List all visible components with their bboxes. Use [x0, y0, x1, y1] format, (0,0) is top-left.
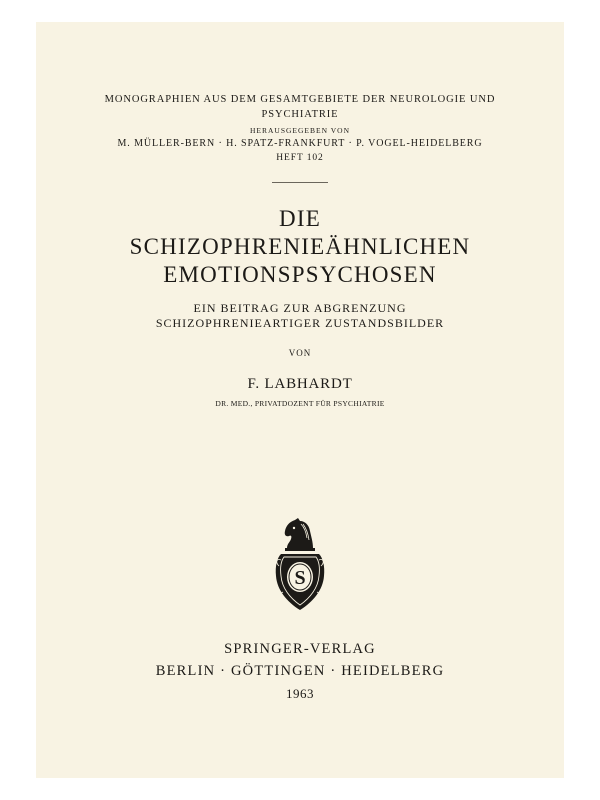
publisher-name: SPRINGER-VERLAG — [224, 641, 376, 657]
series-title-line-2: PSYCHIATRIE — [261, 109, 339, 120]
springer-chess-knight-logo-icon — [273, 518, 327, 612]
publication-year: 1963 — [286, 686, 314, 701]
editors-names: M. MÜLLER-BERN · H. SPATZ-FRANKFURT · P. VOGEL-HEIDELBERG — [117, 138, 483, 149]
subtitle-line-2: SCHIZOPHRENIEARTIGER ZUSTANDSBILDER — [155, 316, 445, 330]
editors-label: HERAUSGEGEBEN VON — [250, 126, 350, 135]
series-issue: HEFT 102 — [276, 153, 324, 163]
title-page — [36, 22, 564, 778]
emblem-letter: S — [294, 567, 306, 589]
publisher-cities: BERLIN · GÖTTINGEN · HEIDELBERG — [155, 663, 445, 679]
book-title-line-1: DIE — [279, 206, 321, 231]
author-credential: DR. MED., PRIVATDOZENT FÜR PSYCHIATRIE — [215, 399, 385, 408]
author-name: F. LABHARDT — [247, 376, 353, 392]
by-label: VON — [288, 348, 312, 358]
subtitle-line-1: EIN BEITRAG ZUR ABGRENZUNG — [193, 301, 407, 315]
series-title-line-1: MONOGRAPHIEN AUS DEM GESAMTGEBIETE DER NEUROLOGIE UND — [104, 94, 496, 105]
divider-rule — [272, 182, 328, 183]
book-title-line-2: SCHIZOPHRENIEÄHNLICHEN — [129, 234, 471, 259]
book-title-line-3: EMOTIONSPSYCHOSEN — [163, 262, 437, 287]
